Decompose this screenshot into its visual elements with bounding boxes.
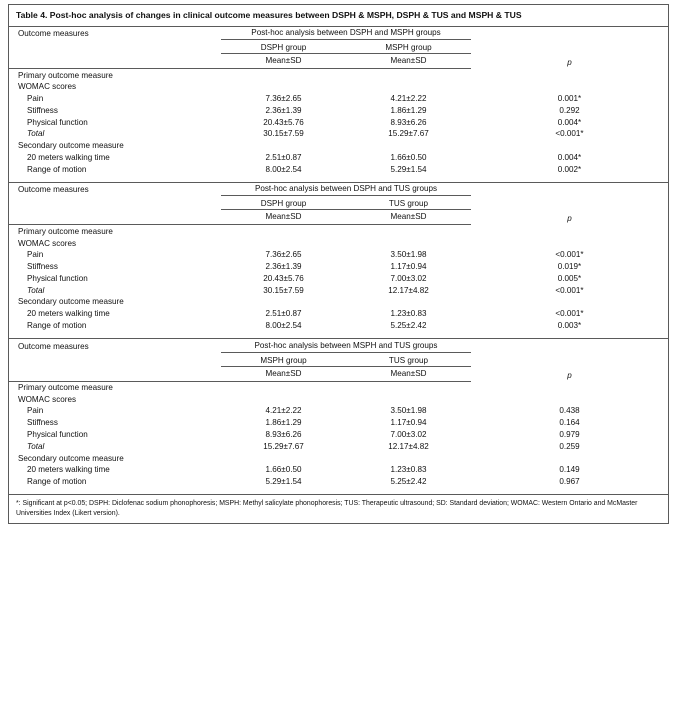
section-secondary — [9, 296, 668, 308]
section-label: Primary outcome measure — [18, 226, 113, 236]
row-value-a: 2.51±0.87 — [265, 309, 302, 319]
empty-cell — [9, 40, 221, 54]
row-label: Stiffness — [27, 105, 58, 115]
table-row — [9, 104, 668, 116]
empty-cell — [221, 237, 346, 249]
row-value-b: 1.66±0.50 — [390, 152, 427, 162]
table-row — [9, 464, 668, 476]
row-label: Range of motion — [27, 164, 87, 174]
empty-cell — [346, 452, 471, 464]
column-a-header: DSPH group — [221, 196, 346, 210]
row-p-value: 0.292 — [559, 105, 580, 115]
row-value-a: 20.43±5.76 — [263, 117, 304, 127]
empty-cell — [471, 452, 668, 464]
row-value-a: 30.15±7.59 — [263, 129, 304, 139]
p-value-header: p — [567, 214, 572, 224]
section-label: Secondary outcome measure — [18, 141, 124, 151]
row-value-a: 1.86±1.29 — [265, 418, 302, 428]
empty-cell — [471, 381, 668, 393]
subsection-label: WOMAC scores — [18, 82, 77, 92]
empty-cell — [471, 296, 668, 308]
row-label: 20 meters walking time — [27, 309, 110, 319]
block-header-row — [9, 339, 668, 352]
table-row — [9, 405, 668, 417]
empty-cell — [221, 140, 346, 152]
row-p-value: 0.164 — [559, 418, 580, 428]
empty-cell — [346, 69, 471, 81]
empty-cell — [221, 225, 346, 237]
row-value-a: 30.15±7.59 — [263, 285, 304, 295]
row-p-value: 0.149 — [559, 465, 580, 475]
row-value-b: 1.17±0.94 — [390, 418, 427, 428]
row-value-a: 15.29±7.67 — [263, 441, 304, 451]
row-p-value: <0.001* — [555, 129, 584, 139]
row-p-value: 0.004* — [557, 152, 582, 162]
row-label: Pain — [27, 94, 44, 104]
row-p-value: 0.003* — [557, 320, 582, 330]
row-p-value: <0.001* — [555, 309, 584, 319]
empty-cell — [471, 69, 668, 81]
column-a-header: MSPH group — [221, 352, 346, 366]
column-a-meansd: Mean±SD — [221, 54, 346, 69]
block-header-row — [9, 182, 668, 195]
row-value-a: 2.51±0.87 — [265, 152, 302, 162]
row-value-b: 5.25±2.42 — [390, 477, 427, 487]
row-value-b: 1.23±0.83 — [390, 465, 427, 475]
empty-cell — [471, 393, 668, 405]
row-value-b: 7.00±3.02 — [390, 273, 427, 283]
table-row — [9, 320, 668, 332]
empty-cell — [346, 81, 471, 93]
row-value-a: 8.00±2.54 — [265, 164, 302, 174]
block-spacer — [9, 488, 668, 495]
table-row — [9, 261, 668, 273]
table-row — [9, 440, 668, 452]
section-primary — [9, 381, 668, 393]
row-label: Stiffness — [27, 418, 58, 428]
row-value-a: 2.36±1.39 — [265, 262, 302, 272]
subsection-label: WOMAC scores — [18, 394, 77, 404]
row-value-a: 7.36±2.65 — [265, 250, 302, 260]
column-b-header: TUS group — [346, 352, 471, 366]
table-container — [8, 4, 669, 524]
row-label: Total — [27, 441, 45, 451]
block-spacer — [9, 175, 668, 182]
subsection-womac — [9, 237, 668, 249]
spacer-cell — [471, 339, 668, 352]
empty-cell — [346, 381, 471, 393]
row-label: Physical function — [27, 273, 88, 283]
posthoc-table — [9, 27, 668, 495]
column-a-header: DSPH group — [221, 40, 346, 54]
subheader-row — [9, 196, 668, 210]
column-a-meansd: Mean±SD — [221, 210, 346, 225]
table-row — [9, 163, 668, 175]
row-value-b: 1.23±0.83 — [390, 309, 427, 319]
section-primary — [9, 69, 668, 81]
block-spacer — [9, 331, 668, 338]
empty-cell — [346, 225, 471, 237]
row-value-b: 12.17±4.82 — [388, 441, 429, 451]
outcome-measures-header: Outcome measures — [18, 29, 89, 39]
group-title: Post-hoc analysis between DSPH and TUS groups — [221, 182, 471, 195]
row-p-value: <0.001* — [555, 250, 584, 260]
table-row — [9, 476, 668, 488]
column-b-header: MSPH group — [346, 40, 471, 54]
row-value-a: 8.00±2.54 — [265, 320, 302, 330]
subheader-row — [9, 40, 668, 54]
table-row — [9, 93, 668, 105]
row-p-value: 0.438 — [559, 406, 580, 416]
empty-cell — [346, 237, 471, 249]
empty-cell — [9, 210, 221, 225]
row-p-value: <0.001* — [555, 285, 584, 295]
outcome-measures-header: Outcome measures — [9, 339, 221, 352]
table-caption: Table 4. Post-hoc analysis of changes in clinical outcome measures between DSPH & MSPH, DSPH & TUS and MSPH & TUS — [9, 5, 668, 27]
group-title: Post-hoc analysis between MSPH and TUS groups — [221, 339, 471, 352]
row-label: Pain — [27, 406, 44, 416]
row-label: Stiffness — [27, 262, 58, 272]
row-label: 20 meters walking time — [27, 152, 110, 162]
empty-cell — [221, 81, 346, 93]
group-title: Post-hoc analysis between DSPH and MSPH groups — [221, 27, 471, 40]
row-value-b: 15.29±7.67 — [388, 129, 429, 139]
row-label: Range of motion — [27, 320, 87, 330]
empty-cell — [346, 296, 471, 308]
row-value-b: 7.00±3.02 — [390, 430, 427, 440]
table-row — [9, 429, 668, 441]
empty-cell — [471, 225, 668, 237]
section-label: Secondary outcome measure — [18, 297, 124, 307]
row-p-value: 0.004* — [557, 117, 582, 127]
column-a-meansd: Mean±SD — [221, 366, 346, 381]
row-value-a: 20.43±5.76 — [263, 273, 304, 283]
row-value-a: 5.29±1.54 — [265, 477, 302, 487]
column-b-meansd: Mean±SD — [346, 210, 471, 225]
row-label: Physical function — [27, 430, 88, 440]
empty-cell — [221, 393, 346, 405]
row-p-value: 0.019* — [557, 262, 582, 272]
table-row — [9, 128, 668, 140]
empty-cell — [221, 452, 346, 464]
table-row — [9, 284, 668, 296]
row-p-value: 0.001* — [557, 94, 582, 104]
column-b-header: TUS group — [346, 196, 471, 210]
row-p-value: 0.005* — [557, 273, 582, 283]
table-row — [9, 249, 668, 261]
row-value-b: 5.25±2.42 — [390, 320, 427, 330]
row-label: 20 meters walking time — [27, 465, 110, 475]
empty-cell — [221, 296, 346, 308]
p-value-header: p — [567, 370, 572, 380]
block-header-row — [9, 27, 668, 40]
row-p-value: 0.002* — [557, 164, 582, 174]
row-label: Pain — [27, 250, 44, 260]
row-value-b: 12.17±4.82 — [388, 285, 429, 295]
row-value-a: 4.21±2.22 — [265, 406, 302, 416]
empty-cell — [9, 54, 221, 69]
row-value-b: 8.93±6.26 — [390, 117, 427, 127]
row-value-a: 1.66±0.50 — [265, 465, 302, 475]
empty-cell — [471, 81, 668, 93]
row-value-b: 1.17±0.94 — [390, 262, 427, 272]
empty-cell — [221, 69, 346, 81]
section-secondary — [9, 140, 668, 152]
section-label: Primary outcome measure — [18, 382, 113, 392]
spacer-cell — [471, 27, 668, 40]
empty-cell — [9, 196, 221, 210]
table-row — [9, 116, 668, 128]
row-value-b: 4.21±2.22 — [390, 94, 427, 104]
row-label: Total — [27, 285, 45, 295]
subsection-womac — [9, 81, 668, 93]
spacer-cell — [471, 182, 668, 195]
table-row — [9, 308, 668, 320]
row-value-a: 2.36±1.39 — [265, 105, 302, 115]
table-row — [9, 272, 668, 284]
empty-cell — [346, 140, 471, 152]
column-b-meansd: Mean±SD — [346, 366, 471, 381]
empty-cell — [221, 381, 346, 393]
column-b-meansd: Mean±SD — [346, 54, 471, 69]
section-secondary — [9, 452, 668, 464]
table-footnote: *: Significant at p<0.05; DSPH: Diclofenac sodium phonophoresis; MSPH: Methyl salicylate phonophoresis; TUS: Therapeutic ultrasound; SD: Standard deviation; WOMAC: Western Ontario and McMaster Universities Index (Likert version). — [9, 494, 668, 523]
table-row — [9, 417, 668, 429]
section-label: Secondary outcome measure — [18, 453, 124, 463]
row-value-b: 1.86±1.29 — [390, 105, 427, 115]
subheader-row — [9, 352, 668, 366]
subsection-womac — [9, 393, 668, 405]
empty-cell — [471, 140, 668, 152]
row-label: Range of motion — [27, 477, 87, 487]
row-value-a: 7.36±2.65 — [265, 94, 302, 104]
empty-cell — [9, 366, 221, 381]
row-value-b: 5.29±1.54 — [390, 164, 427, 174]
row-value-b: 3.50±1.98 — [390, 250, 427, 260]
p-value-header: p — [567, 58, 572, 68]
row-value-b: 3.50±1.98 — [390, 406, 427, 416]
row-value-a: 8.93±6.26 — [265, 430, 302, 440]
row-p-value: 0.259 — [559, 441, 580, 451]
row-p-value: 0.979 — [559, 430, 580, 440]
table-row — [9, 152, 668, 164]
empty-cell — [346, 393, 471, 405]
empty-cell — [471, 237, 668, 249]
subsection-label: WOMAC scores — [18, 238, 77, 248]
row-label: Total — [27, 129, 45, 139]
outcome-measures-header: Outcome measures — [9, 182, 221, 195]
row-label: Physical function — [27, 117, 88, 127]
section-primary — [9, 225, 668, 237]
section-label: Primary outcome measure — [18, 70, 113, 80]
row-p-value: 0.967 — [559, 477, 580, 487]
empty-cell — [9, 352, 221, 366]
